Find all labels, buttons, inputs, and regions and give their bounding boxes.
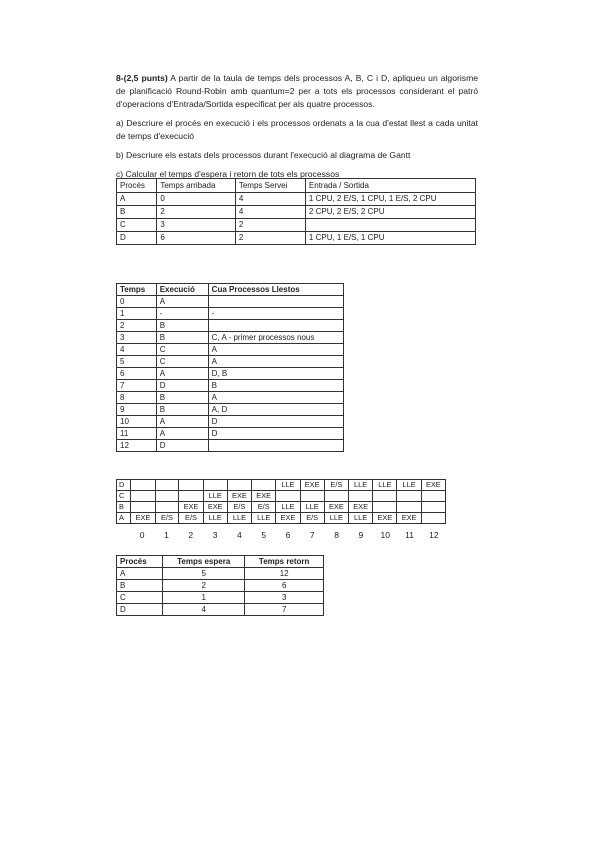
queue-table-cell: 10 (117, 416, 157, 428)
exercise-statement (116, 72, 478, 187)
gantt-cell (373, 502, 397, 513)
gantt-tick-label: 4 (237, 530, 242, 540)
queue-table-cell: 0 (117, 296, 157, 308)
process-table-cell: 0 (157, 193, 236, 206)
process-table-row (117, 206, 476, 219)
times-table-col-header: Procés (117, 556, 163, 568)
queue-table-cell: A (156, 368, 208, 380)
gantt-tick-label: 2 (188, 530, 194, 540)
queue-table-cell: 5 (117, 356, 157, 368)
process-table-cell: 2 CPU, 2 E/S, 2 CPU (305, 206, 475, 219)
gantt-cell (300, 491, 324, 502)
queue-table-row (117, 416, 344, 428)
process-table-row (117, 219, 476, 232)
gantt-cell: EXE (276, 513, 300, 524)
queue-table-row (117, 392, 344, 404)
gantt-cell: LLE (276, 480, 300, 491)
times-table-cell: 3 (245, 592, 324, 604)
times-table-cell: 1 (163, 592, 245, 604)
queue-table-row (117, 332, 344, 344)
gantt-cell: E/S (227, 502, 251, 513)
gantt-cell: LLE (203, 513, 227, 524)
gantt-cell (397, 502, 421, 513)
queue-table-cell: 9 (117, 404, 157, 416)
process-table-cell: B (117, 206, 157, 219)
gantt-diagram (116, 479, 446, 524)
times-table-cell: 4 (163, 604, 245, 616)
gantt-row (117, 491, 446, 502)
gantt-tick-label: 12 (429, 530, 439, 540)
gantt-cell (421, 502, 445, 513)
gantt-cell: EXE (324, 502, 348, 513)
gantt-cell: E/S (324, 480, 348, 491)
queue-table-cell: 4 (117, 344, 157, 356)
times-table-cell: 6 (245, 580, 324, 592)
times-table-cell: C (117, 592, 163, 604)
question-c: c) Calcular el temps d'espera i retorn de tots els processos (116, 169, 340, 179)
ready-queue-table (116, 283, 344, 452)
process-table-row (117, 193, 476, 206)
question-b: b) Descriure els estats dels processos durant l'execució al diagrama de Gantt (116, 150, 411, 160)
gantt-cell (397, 491, 421, 502)
gantt-cell: LLE (373, 480, 397, 491)
gantt-cell (203, 480, 227, 491)
gantt-process-label: D (117, 480, 131, 491)
gantt-cell: EXE (203, 502, 227, 513)
process-table-row (117, 232, 476, 245)
times-table-row (117, 568, 324, 580)
gantt-cell (131, 491, 155, 502)
gantt-cell (179, 480, 203, 491)
gantt-cell: EXE (179, 502, 203, 513)
process-table-cell: 2 (235, 219, 305, 232)
process-table-cell: D (117, 232, 157, 245)
gantt-cell (421, 513, 445, 524)
process-table-cell: C (117, 219, 157, 232)
queue-table-row (117, 428, 344, 440)
process-table-cell: 4 (235, 193, 305, 206)
process-table-cell: 4 (235, 206, 305, 219)
queue-table-cell: D (156, 440, 208, 452)
gantt-cell: EXE (300, 480, 324, 491)
times-table-cell: 5 (163, 568, 245, 580)
gantt-tick-label: 11 (405, 530, 414, 540)
process-table-cell: 1 CPU, 2 E/S, 1 CPU, 1 E/S, 2 CPU (305, 193, 475, 206)
gantt-cell: LLE (349, 480, 373, 491)
gantt-cell: LLE (349, 513, 373, 524)
gantt-cell: LLE (203, 491, 227, 502)
process-table-header (117, 179, 476, 193)
queue-table-cell: A, D (208, 404, 343, 416)
gantt-cell: E/S (179, 513, 203, 524)
gantt-tick-label: 8 (334, 530, 339, 540)
queue-table-cell: - (208, 308, 343, 320)
gantt-cell (324, 491, 348, 502)
times-table-header (117, 556, 324, 568)
process-table-col-header: Temps Servei (235, 179, 305, 193)
gantt-cell: EXE (421, 480, 445, 491)
queue-table-cell (208, 320, 343, 332)
queue-table-col-header: Execució (156, 284, 208, 296)
queue-table-row (117, 440, 344, 452)
process-table-col-header: Temps arribada (157, 179, 236, 193)
queue-table-row (117, 296, 344, 308)
gantt-tick-label: 10 (380, 530, 390, 540)
gantt-cell: E/S (155, 513, 179, 524)
gantt-tick-label: 3 (212, 530, 218, 540)
queue-table-cell: - (156, 308, 208, 320)
exercise-text: A partir de la taula de temps dels processos A, B, C i D, apliqueu un algorisme de planificació Round-Robin amb quantum=2 per a tots els processos considerant el patró d'operacions d'Entrada/Sortida especificat per als quatre processos. (116, 73, 479, 109)
process-table-cell: 2 (157, 206, 236, 219)
gantt-cell: EXE (397, 513, 421, 524)
gantt-cell: EXE (349, 502, 373, 513)
queue-table-cell: 3 (117, 332, 157, 344)
queue-table-cell: 11 (117, 428, 157, 440)
gantt-time-axis (116, 530, 446, 542)
gantt-cell: LLE (252, 513, 276, 524)
gantt-cell (131, 480, 155, 491)
queue-table-cell: D (208, 416, 343, 428)
queue-table-cell: A (208, 344, 343, 356)
queue-table-row (117, 404, 344, 416)
times-table-cell: 2 (163, 580, 245, 592)
times-table-row (117, 580, 324, 592)
question-a: a) Descriure el procés en execució i els processos ordenats a la cua d'estat llest a cada unitat de temps d'execució (116, 118, 478, 141)
process-table-cell: 3 (157, 219, 236, 232)
queue-table-cell: B (156, 332, 208, 344)
queue-table-cell: C, A - primer processos nous (208, 332, 343, 344)
gantt-tick-label: 9 (358, 530, 364, 540)
gantt-cell: LLE (397, 480, 421, 491)
queue-table-cell: A (156, 416, 208, 428)
queue-table-cell: B (208, 380, 343, 392)
times-table-cell: B (117, 580, 163, 592)
gantt-cell (155, 502, 179, 513)
queue-table-cell: 1 (117, 308, 157, 320)
queue-table-row (117, 344, 344, 356)
queue-table-cell (208, 440, 343, 452)
gantt-cell (155, 491, 179, 502)
gantt-cell: EXE (252, 491, 276, 502)
gantt-process-label: C (117, 491, 131, 502)
queue-table-cell: 12 (117, 440, 157, 452)
gantt-cell (155, 480, 179, 491)
times-table-cell: A (117, 568, 163, 580)
gantt-cell (179, 491, 203, 502)
gantt-cell: EXE (227, 491, 251, 502)
queue-table-cell: A (156, 296, 208, 308)
gantt-tick-label: 6 (285, 530, 291, 540)
queue-table-cell: A (208, 392, 343, 404)
exercise-heading: 8-(2,5 punts) (116, 73, 168, 83)
queue-table-cell: B (156, 320, 208, 332)
times-table-row (117, 604, 324, 616)
queue-table-row (117, 356, 344, 368)
process-table-col-header: Entrada / Sortida (305, 179, 475, 193)
process-table-cell: A (117, 193, 157, 206)
queue-table-row (117, 380, 344, 392)
process-table-cell: 1 CPU, 1 E/S, 1 CPU (305, 232, 475, 245)
gantt-tick-label: 1 (164, 530, 169, 540)
queue-table-row (117, 320, 344, 332)
gantt-tick-label: 7 (309, 530, 315, 540)
process-table-cell: 6 (157, 232, 236, 245)
gantt-cell: LLE (324, 513, 348, 524)
gantt-cell (227, 480, 251, 491)
gantt-cell (373, 491, 397, 502)
queue-table-cell: B (156, 392, 208, 404)
queue-table-cell: D (208, 428, 343, 440)
queue-table-cell: A (208, 356, 343, 368)
gantt-cell: E/S (300, 513, 324, 524)
gantt-cell: LLE (227, 513, 251, 524)
times-table-cell: D (117, 604, 163, 616)
gantt-cell (349, 491, 373, 502)
queue-table-row (117, 368, 344, 380)
process-table-cell: 2 (235, 232, 305, 245)
gantt-cell (131, 502, 155, 513)
gantt-cell: LLE (300, 502, 324, 513)
queue-table-cell: C (156, 344, 208, 356)
queue-table-cell: A (156, 428, 208, 440)
times-table-row (117, 592, 324, 604)
gantt-row (117, 502, 446, 513)
queue-table-col-header: Temps (117, 284, 157, 296)
exercise-intro (116, 72, 478, 111)
queue-table-cell: C (156, 356, 208, 368)
wait-return-times-table (116, 555, 324, 616)
gantt-cell: E/S (252, 502, 276, 513)
queue-table-cell: D (156, 380, 208, 392)
times-table-col-header: Temps retorn (245, 556, 324, 568)
queue-table-cell: 8 (117, 392, 157, 404)
queue-table-cell (208, 296, 343, 308)
queue-table-cell: 2 (117, 320, 157, 332)
process-table-col-header: Procés (117, 179, 157, 193)
gantt-row (117, 480, 446, 491)
queue-table-cell: D, B (208, 368, 343, 380)
queue-table-col-header: Cua Processos Llestos (208, 284, 343, 296)
times-table-col-header: Temps espera (163, 556, 245, 568)
times-table-cell: 7 (245, 604, 324, 616)
times-table-cell: 12 (245, 568, 324, 580)
gantt-cell (421, 491, 445, 502)
gantt-cell: LLE (276, 502, 300, 513)
gantt-tick-label: 0 (139, 530, 145, 540)
gantt-process-label: A (117, 513, 131, 524)
gantt-cell (252, 480, 276, 491)
process-table (116, 178, 476, 245)
queue-table-row (117, 308, 344, 320)
gantt-cell: EXE (131, 513, 155, 524)
queue-table-cell: 7 (117, 380, 157, 392)
ready-queue-header (117, 284, 344, 296)
gantt-process-label: B (117, 502, 131, 513)
process-table-cell (305, 219, 475, 232)
gantt-tick-label: 5 (261, 530, 267, 540)
queue-table-cell: B (156, 404, 208, 416)
gantt-cell: EXE (373, 513, 397, 524)
queue-table-cell: 6 (117, 368, 157, 380)
gantt-cell (276, 491, 300, 502)
gantt-row (117, 513, 446, 524)
